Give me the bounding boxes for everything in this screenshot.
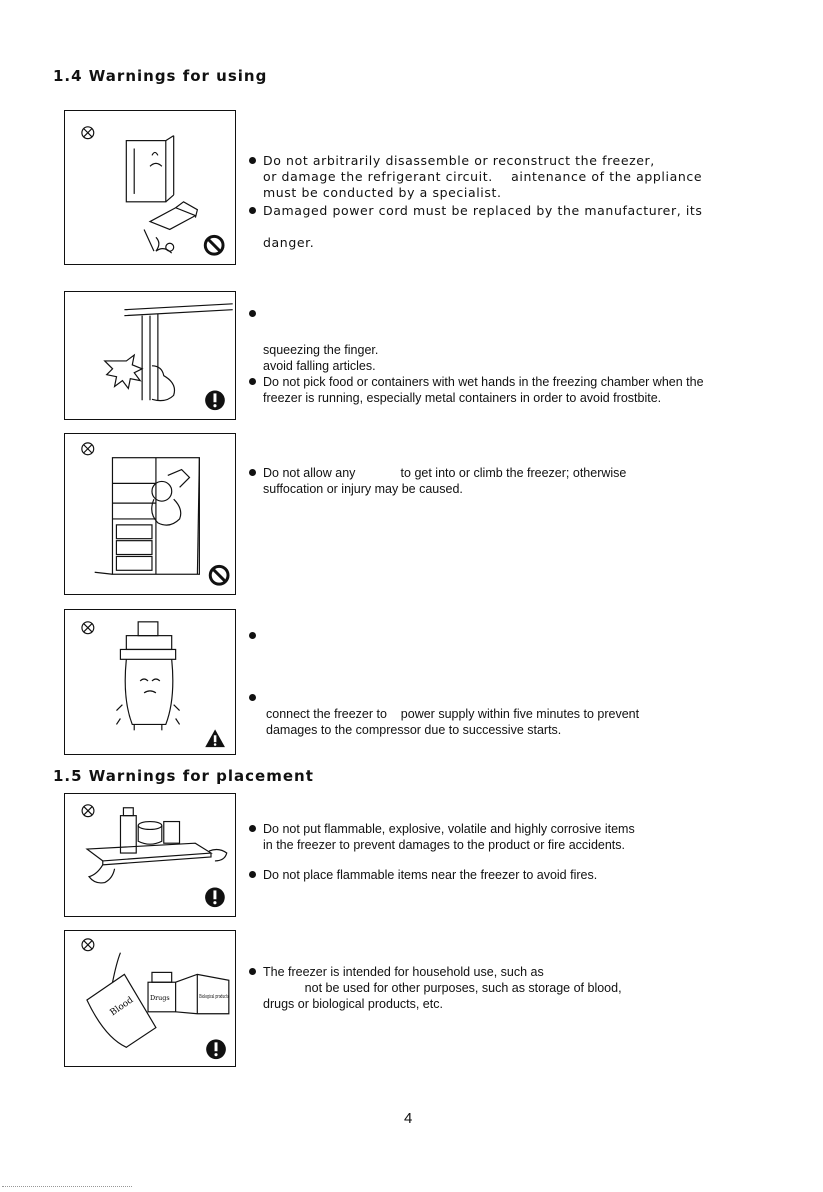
illustration-overload — [64, 609, 236, 755]
footer-rule — [2, 1186, 132, 1191]
list-item — [249, 690, 769, 706]
illustration-flammables — [64, 793, 236, 917]
list-item: suffocation or injury may be caused. — [263, 482, 463, 496]
list-item: danger. — [263, 235, 315, 250]
list-item — [249, 628, 769, 690]
list-item — [249, 219, 769, 235]
list-item: Do not allow any to get into or climb the freezer; otherwise — [249, 465, 769, 481]
caution-triangle-icon — [205, 729, 225, 747]
list-item: The freezer is intended for household use, such as — [249, 964, 769, 980]
list-item: avoid falling articles. — [263, 359, 376, 373]
list-item — [249, 322, 769, 342]
warning-text-door — [249, 306, 769, 406]
list-item — [249, 306, 769, 322]
bullet-icon — [249, 378, 256, 385]
drugs-label: Drugs — [150, 993, 170, 1002]
prohibited-circle-icon — [82, 127, 94, 139]
biological-label: Biological products — [199, 994, 229, 1001]
prohibited-circle-icon — [82, 622, 94, 634]
prohibited-circle-icon — [82, 939, 94, 951]
bullet-icon — [249, 968, 256, 975]
warning-text-overload — [249, 628, 769, 738]
list-item: connect the freezer to power supply within five minutes to prevent — [266, 707, 640, 721]
blood-label: Blood — [108, 995, 136, 1019]
disassembly-illustration — [65, 111, 235, 264]
warning-text-household-use — [249, 964, 769, 1012]
bullet-icon — [249, 694, 256, 701]
illustration-door-squeeze — [64, 291, 236, 420]
list-item: damages to the compressor due to successive starts. — [266, 723, 562, 737]
list-item: or damage the refrigerant circuit. aintenance of the appliance — [263, 169, 703, 184]
warning-text-disassembly — [249, 153, 769, 251]
page-number: 4 — [404, 1110, 413, 1127]
list-item — [249, 853, 769, 867]
bullet-icon — [249, 310, 256, 317]
illustration-child-climbing — [64, 433, 236, 595]
bullet-icon — [249, 825, 256, 832]
prohibited-circle-icon — [82, 443, 94, 455]
list-item: Do not put flammable, explosive, volatile and highly corrosive items — [249, 821, 769, 837]
list-item: drugs or biological products, etc. — [263, 997, 443, 1011]
bullet-icon — [249, 871, 256, 878]
no-entry-icon — [210, 566, 228, 584]
exclamation-icon — [206, 1039, 226, 1059]
illustration-blood-drugs — [64, 930, 236, 1067]
section-heading-warnings-for-using: 1.4 Warnings for using — [53, 67, 268, 85]
warning-text-children — [249, 465, 769, 497]
exclamation-icon — [205, 887, 225, 907]
list-item: must be conducted by a specialist. — [263, 185, 502, 200]
warning-text-flammables — [249, 821, 769, 883]
list-item: Do not arbitrarily disassemble or reconstruct the freezer, — [249, 153, 769, 169]
list-item: Damaged power cord must be replaced by the manufacturer, its — [249, 203, 769, 219]
prohibited-circle-icon — [82, 805, 94, 817]
list-item: in the freezer to prevent damages to the product or fire accidents. — [263, 838, 626, 852]
list-item: Do not place flammable items near the freezer to avoid fires. — [249, 867, 769, 883]
section-heading-warnings-for-placement: 1.5 Warnings for placement — [53, 767, 314, 785]
bullet-icon — [249, 469, 256, 476]
bullet-icon — [249, 632, 256, 639]
no-entry-icon — [205, 236, 223, 254]
bullet-icon — [249, 157, 256, 164]
list-item: not be used for other purposes, such as storage of blood, — [263, 981, 622, 995]
list-item: squeezing the finger. — [263, 343, 379, 357]
exclamation-icon — [205, 390, 225, 410]
list-item: freezer is running, especially metal containers in order to avoid frostbite. — [263, 391, 662, 405]
list-item: Do not pick food or containers with wet hands in the freezing chamber when the — [249, 374, 769, 390]
illustration-disassembly — [64, 110, 236, 265]
bullet-icon — [249, 207, 256, 214]
